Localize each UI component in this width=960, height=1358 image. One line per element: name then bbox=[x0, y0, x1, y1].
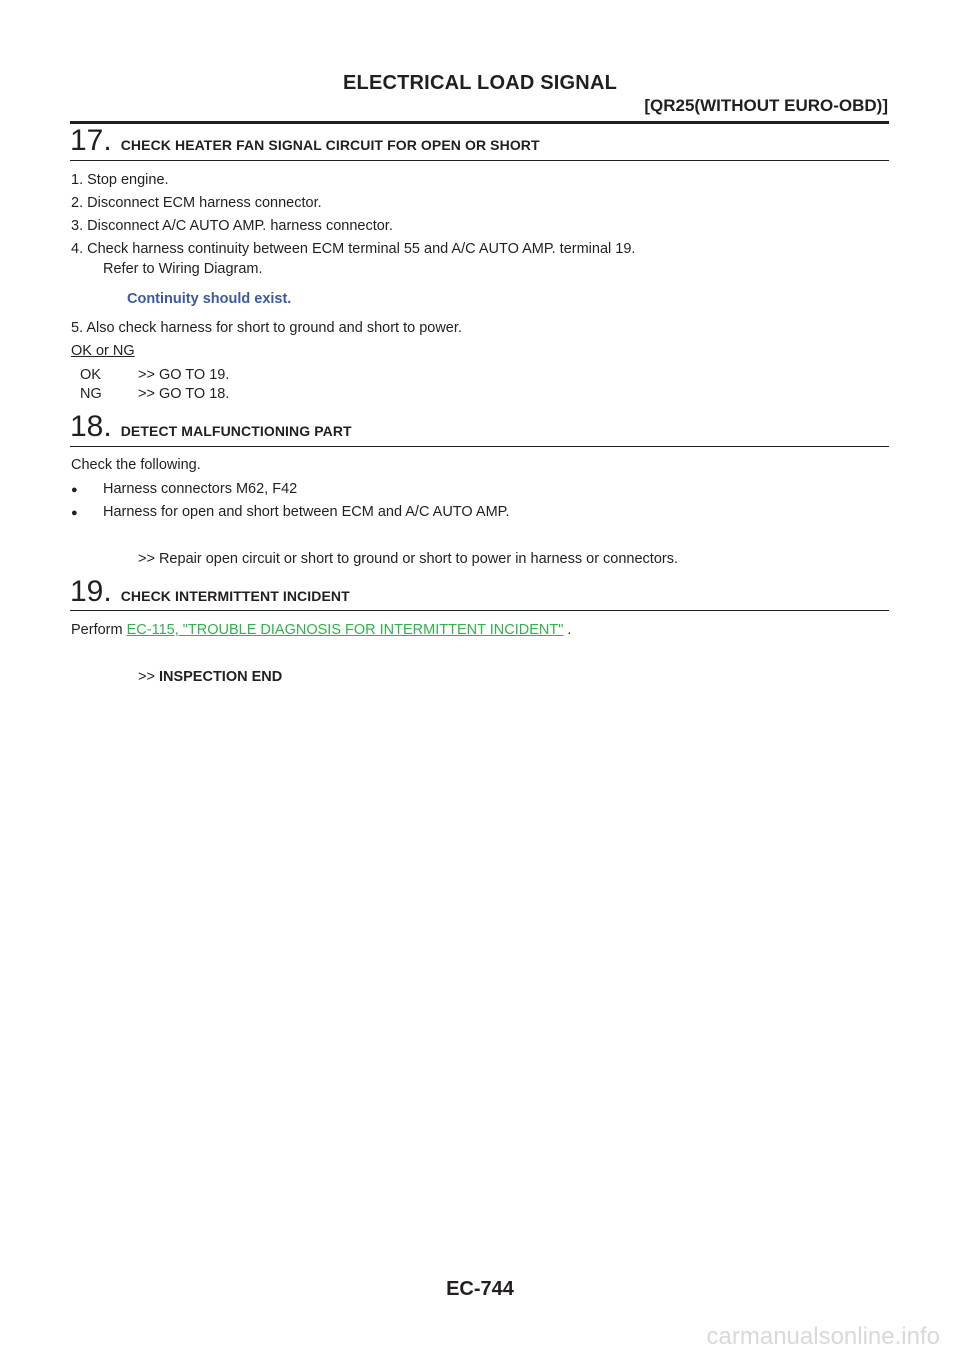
step-18-title: DETECT MALFUNCTIONING PART bbox=[120, 423, 352, 439]
page-subtitle: [QR25(WITHOUT EURO-OBD)] bbox=[644, 96, 888, 115]
bullet-icon: ● bbox=[71, 507, 78, 519]
bullet-item-2-text: Harness for open and short between ECM and A/C AUTO AMP. bbox=[103, 504, 510, 520]
inspection-end-label: INSPECTION END bbox=[158, 669, 283, 685]
result-ok-code: OK bbox=[80, 367, 101, 383]
watermark: carmanualsonline.info bbox=[706, 1323, 940, 1350]
step-18-divider bbox=[70, 446, 889, 447]
bullet-icon: ● bbox=[71, 484, 78, 496]
header-divider bbox=[70, 121, 889, 124]
step-17-item-4: 4. Check harness continuity between ECM terminal 55 and A/C AUTO AMP. terminal 19. bbox=[71, 241, 636, 257]
step-19-divider bbox=[70, 610, 889, 611]
step-17-heading bbox=[70, 126, 540, 156]
step-17-item-5: 5. Also check harness for short to ground and short to power. bbox=[71, 320, 462, 336]
step-17-title: CHECK HEATER FAN SIGNAL CIRCUIT FOR OPEN OR SHORT bbox=[120, 137, 540, 153]
step-17-item-3: 3. Disconnect A/C AUTO AMP. harness connector. bbox=[71, 218, 393, 234]
page-title: ELECTRICAL LOAD SIGNAL bbox=[342, 72, 618, 94]
perform-period: . bbox=[567, 622, 572, 638]
ok-or-ng-label: OK or NG bbox=[71, 343, 135, 359]
step-18-number: 18. bbox=[70, 410, 112, 443]
perform-line bbox=[71, 621, 571, 639]
bullet-item-1-text: Harness connectors M62, F42 bbox=[103, 481, 298, 497]
step-19-number: 19. bbox=[70, 575, 112, 608]
step-18-action: >> Repair open circuit or short to ground or short to power in harness or connectors. bbox=[138, 551, 679, 567]
result-ng-action: >> GO TO 18. bbox=[138, 386, 230, 402]
step-17-item-4-continuation: Refer to Wiring Diagram. bbox=[103, 261, 263, 277]
bullet-item-1 bbox=[71, 480, 78, 499]
step-17-divider bbox=[70, 160, 889, 161]
step-19-heading bbox=[70, 577, 350, 607]
end-prefix: >> bbox=[138, 669, 155, 685]
step-17-number: 17. bbox=[70, 124, 112, 157]
continuity-spec: Continuity should exist. bbox=[127, 291, 292, 307]
result-ng-code: NG bbox=[80, 386, 102, 402]
step-17-item-1: 1. Stop engine. bbox=[71, 172, 169, 188]
step-18-heading bbox=[70, 412, 352, 442]
result-ok-action: >> GO TO 19. bbox=[138, 367, 230, 383]
intermittent-incident-link[interactable]: EC-115, "TROUBLE DIAGNOSIS FOR INTERMITTENT INCIDENT" bbox=[126, 622, 564, 638]
perform-label: Perform bbox=[71, 622, 123, 638]
step-19-title: CHECK INTERMITTENT INCIDENT bbox=[120, 588, 350, 604]
inspection-end-line bbox=[138, 668, 282, 686]
bullet-item-2 bbox=[71, 503, 78, 522]
step-18-intro: Check the following. bbox=[71, 457, 201, 473]
step-17-item-2: 2. Disconnect ECM harness connector. bbox=[71, 195, 322, 211]
page-number: EC-744 bbox=[446, 1278, 514, 1300]
